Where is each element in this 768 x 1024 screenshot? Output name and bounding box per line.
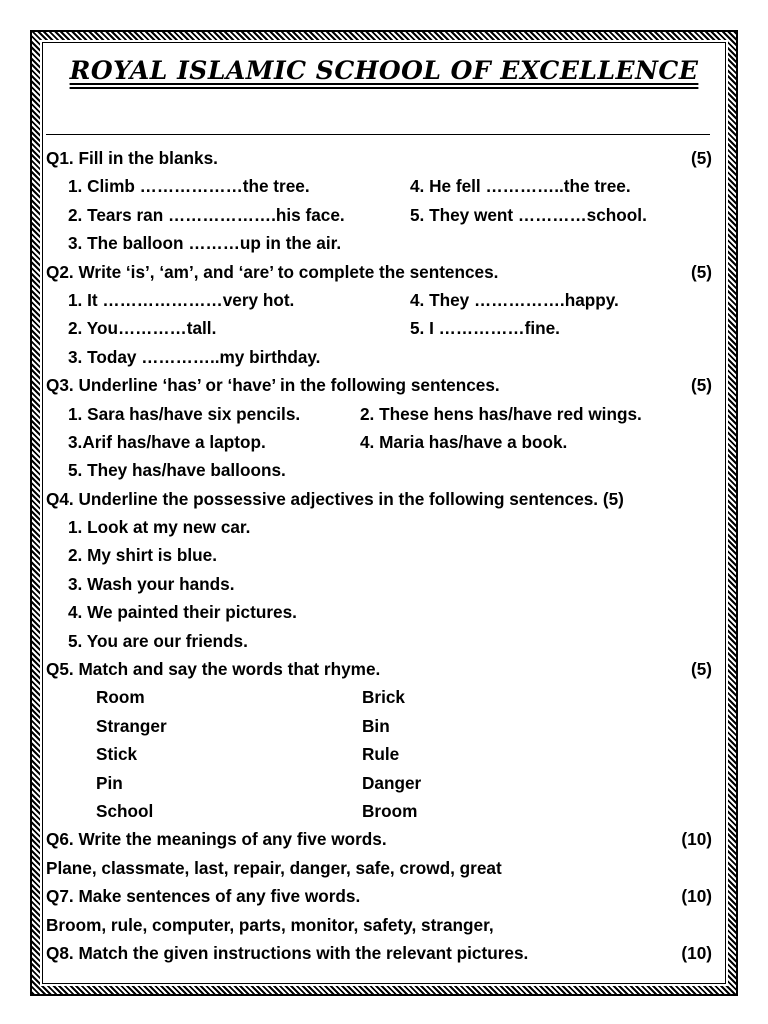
- q3-item: 1. Sara has/have six pencils.: [68, 403, 301, 424]
- q5-row: [46, 769, 716, 797]
- q2-row: [46, 286, 716, 314]
- q1-item: 5. They went …………school.: [410, 204, 647, 225]
- q2-heading: [46, 258, 716, 286]
- q2-row: [46, 314, 716, 342]
- q3-item: 4. Maria has/have a book.: [360, 431, 568, 452]
- q7-words: Broom, rule, computer, parts, monitor, safety, stranger,: [46, 914, 494, 935]
- q5-left-word: School: [96, 800, 154, 821]
- q2-item: 4. They …………….happy.: [410, 289, 619, 310]
- q1-item: 1. Climb ………………the tree.: [68, 176, 310, 197]
- q1-item: 2. Tears ran ……………….his face.: [68, 204, 345, 225]
- q4-row: [46, 598, 716, 626]
- q5-right-word: Rule: [362, 744, 400, 765]
- q4-row: [46, 541, 716, 569]
- q2-marks: (5): [690, 261, 712, 282]
- q3-row: [46, 400, 716, 428]
- q5-right-word: Brick: [362, 687, 405, 708]
- q6-words: Plane, classmate, last, repair, danger, safe, crowd, great: [46, 857, 502, 878]
- q1-item: 4. He fell …………..the tree.: [410, 176, 631, 197]
- q8-marks: (10): [681, 942, 712, 963]
- q5-question: Q5. Match and say the words that rhyme.: [46, 659, 381, 680]
- q3-row: [46, 456, 716, 484]
- q7-heading: [46, 882, 716, 910]
- q6-words-row: [46, 854, 716, 882]
- q6-question: Q6. Write the meanings of any five words.: [46, 829, 387, 850]
- q1-item: 3. The balloon ………up in the air.: [68, 233, 342, 254]
- q4-item: 1. Look at my new car.: [68, 517, 251, 538]
- header-rule: [46, 134, 710, 135]
- q4-item: 5. You are our friends.: [68, 630, 248, 651]
- q2-item: 5. I ……………fine.: [410, 318, 560, 339]
- q5-left-word: Stick: [96, 744, 138, 765]
- school-title: [0, 56, 768, 85]
- q2-item: 1. It …………………very hot.: [68, 289, 295, 310]
- q3-row: [46, 428, 716, 456]
- school-title-text: ROYAL ISLAMIC SCHOOL OF EXCELLENCE: [69, 56, 699, 85]
- q5-left-word: Room: [96, 687, 145, 708]
- q7-marks: (10): [681, 886, 712, 907]
- q5-marks: (5): [690, 659, 712, 680]
- q8-question: Q8. Match the given instructions with the relevant pictures.: [46, 942, 529, 963]
- q5-right-word: Broom: [362, 800, 418, 821]
- q3-marks: (5): [690, 375, 712, 396]
- q2-question: Q2. Write ‘is’, ‘am’, and ‘are’ to complete the sentences.: [46, 261, 499, 282]
- q1-question: Q1. Fill in the blanks.: [46, 148, 218, 168]
- q3-item: 3.Arif has/have a laptop.: [68, 431, 266, 452]
- q5-right-word: Bin: [362, 715, 390, 736]
- q2-row: [46, 343, 716, 371]
- q1-row: [46, 229, 716, 257]
- q4-row: [46, 570, 716, 598]
- worksheet-content: [46, 144, 716, 967]
- q3-item: 5. They has/have balloons.: [68, 460, 286, 481]
- q5-row: [46, 740, 716, 768]
- q4-item: 2. My shirt is blue.: [68, 545, 217, 566]
- q1-row: [46, 172, 716, 200]
- q3-heading: [46, 371, 716, 399]
- q1-row: [46, 201, 716, 229]
- q5-heading: [46, 655, 716, 683]
- q2-item: 3. Today …………..my birthday.: [68, 346, 321, 367]
- q1-marks: (5): [690, 148, 712, 168]
- q3-item: 2. These hens has/have red wings.: [360, 403, 642, 424]
- q4-heading: [46, 485, 716, 513]
- q4-question: Q4. Underline the possessive adjectives in the following sentences. (5): [46, 488, 624, 509]
- q5-row: [46, 797, 716, 825]
- q4-item: 3. Wash your hands.: [68, 573, 235, 594]
- q3-question: Q3. Underline ‘has’ or ‘have’ in the following sentences.: [46, 375, 500, 396]
- q5-row: [46, 683, 716, 711]
- q4-row: [46, 627, 716, 655]
- q6-marks: (10): [681, 829, 712, 850]
- q8-heading: [46, 939, 716, 967]
- q5-left-word: Pin: [96, 772, 123, 793]
- q2-item: 2. You…………tall.: [68, 318, 217, 339]
- q4-item: 4. We painted their pictures.: [68, 602, 297, 623]
- q5-row: [46, 712, 716, 740]
- q7-words-row: [46, 911, 716, 939]
- q6-heading: [46, 825, 716, 853]
- q5-left-word: Stranger: [96, 715, 167, 736]
- q4-row: [46, 513, 716, 541]
- q5-right-word: Danger: [362, 772, 422, 793]
- q1-heading: [46, 144, 716, 172]
- q7-question: Q7. Make sentences of any five words.: [46, 886, 361, 907]
